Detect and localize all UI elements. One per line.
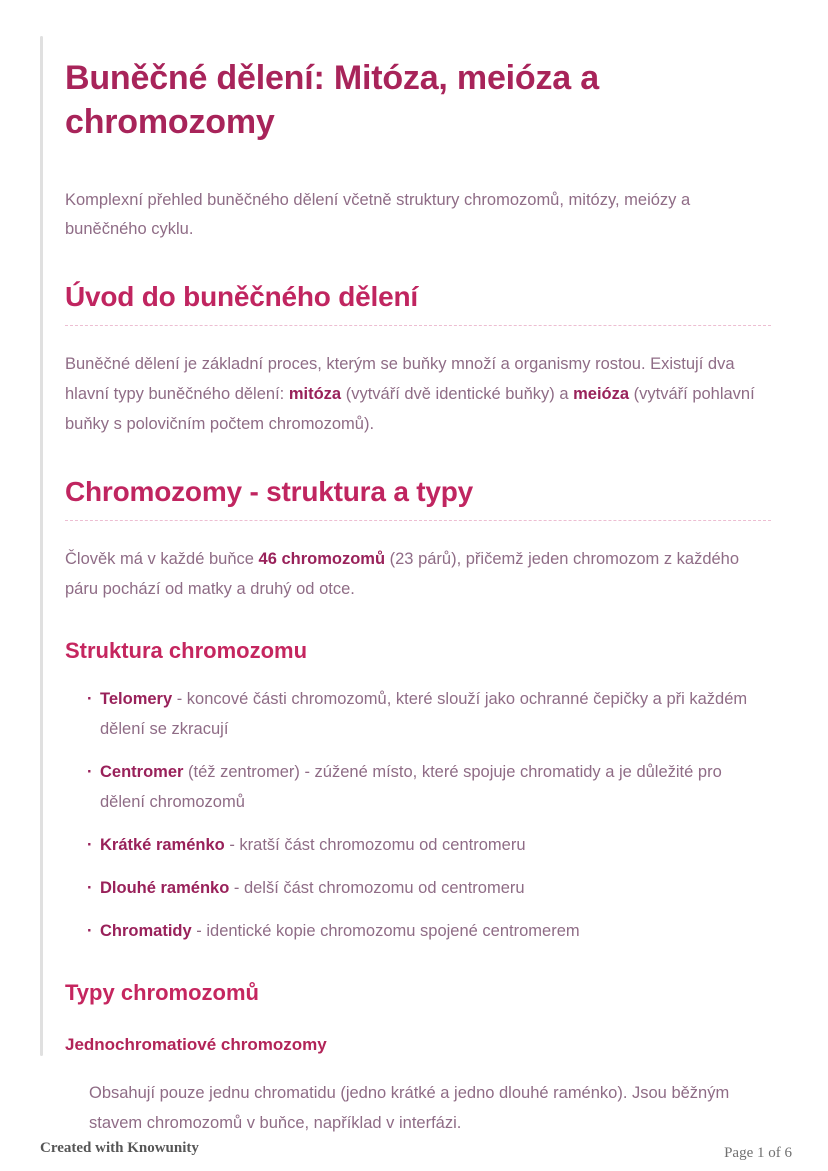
section-heading-chromosomes: Chromozomy - struktura a typy	[65, 476, 474, 507]
bold-term-meioza: meióza	[573, 385, 630, 403]
bullet-marker: ·	[87, 690, 93, 708]
page-content	[65, 0, 771, 1138]
term-description: - delší část chromozomu od centromeru	[229, 879, 525, 897]
page-subtitle: Komplexní přehled buněčného dělení včetně struktury chromozomů, mitózy, meiózy a buněčného cyklu.	[65, 191, 691, 238]
term-label: Centromer	[100, 763, 184, 781]
term-label: Telomery	[100, 690, 173, 708]
term-description: - kratší část chromozomu od centromeru	[224, 836, 526, 854]
text-segment: Buněčné dělení je základní proces, kterým se buňky množí a organismy rostou. Existují dva hlavní typy buněčného dělení:	[65, 355, 735, 403]
text-segment: Člověk má v každé buňce	[65, 550, 259, 568]
page-edge-line	[40, 36, 43, 1056]
structure-term-list	[65, 684, 771, 946]
footer-page-number: Page 1 of 6	[724, 1145, 792, 1161]
minor-heading-single-chromatid: Jednochromatiové chromozomy	[65, 1035, 327, 1054]
text-segment: (23 párů), přičemž jeden chromozom z každého páru pochází od matky a druhý od otce.	[65, 550, 740, 598]
term-label: Krátké raménko	[100, 836, 225, 854]
bullet-marker: ·	[87, 836, 93, 854]
list-item	[87, 916, 771, 946]
chromosomes-paragraph	[65, 544, 771, 604]
list-item	[87, 757, 771, 817]
list-item	[87, 684, 771, 744]
term-label: Dlouhé raménko	[100, 879, 230, 897]
text-segment: (vytváří dvě identické buňky) a	[341, 385, 574, 403]
list-item	[87, 873, 771, 903]
text-segment: (vytváří pohlavní buňky s polovičním počtem chromozomů).	[65, 385, 755, 433]
term-description: - identické kopie chromozomu spojené centromerem	[191, 922, 580, 940]
bullet-marker: ·	[87, 763, 93, 781]
page-title: Buněčné dělení: Mitóza, meióza a chromozomy	[65, 59, 599, 141]
section-heading-intro: Úvod do buněčného dělení	[65, 281, 418, 312]
bold-term-46-chromozomu: 46 chromozomů	[258, 550, 386, 568]
intro-paragraph	[65, 349, 771, 439]
dotted-divider	[65, 325, 771, 326]
list-item	[87, 830, 771, 860]
footer-branding: Created with Knowunity	[40, 1140, 199, 1156]
sub-heading-structure: Struktura chromozomu	[65, 638, 308, 663]
term-description: (též zentromer) - zúžené místo, které spojuje chromatidy a je důležité pro dělení chromozomů	[100, 763, 722, 811]
sub-heading-types: Typy chromozomů	[65, 980, 259, 1005]
bullet-marker: ·	[87, 879, 93, 897]
single-chromatid-paragraph: Obsahují pouze jednu chromatidu (jedno krátké a jedno dlouhé raménko). Jsou běžným stavem chromozomů v buňce, například v interfázi.	[89, 1084, 730, 1132]
term-label: Chromatidy	[100, 922, 192, 940]
dotted-divider	[65, 520, 771, 521]
bullet-marker: ·	[87, 922, 93, 940]
term-description: - koncové části chromozomů, které slouží jako ochranné čepičky a při každém dělení se zkracují	[100, 690, 748, 738]
bold-term-mitoza: mitóza	[288, 385, 342, 403]
